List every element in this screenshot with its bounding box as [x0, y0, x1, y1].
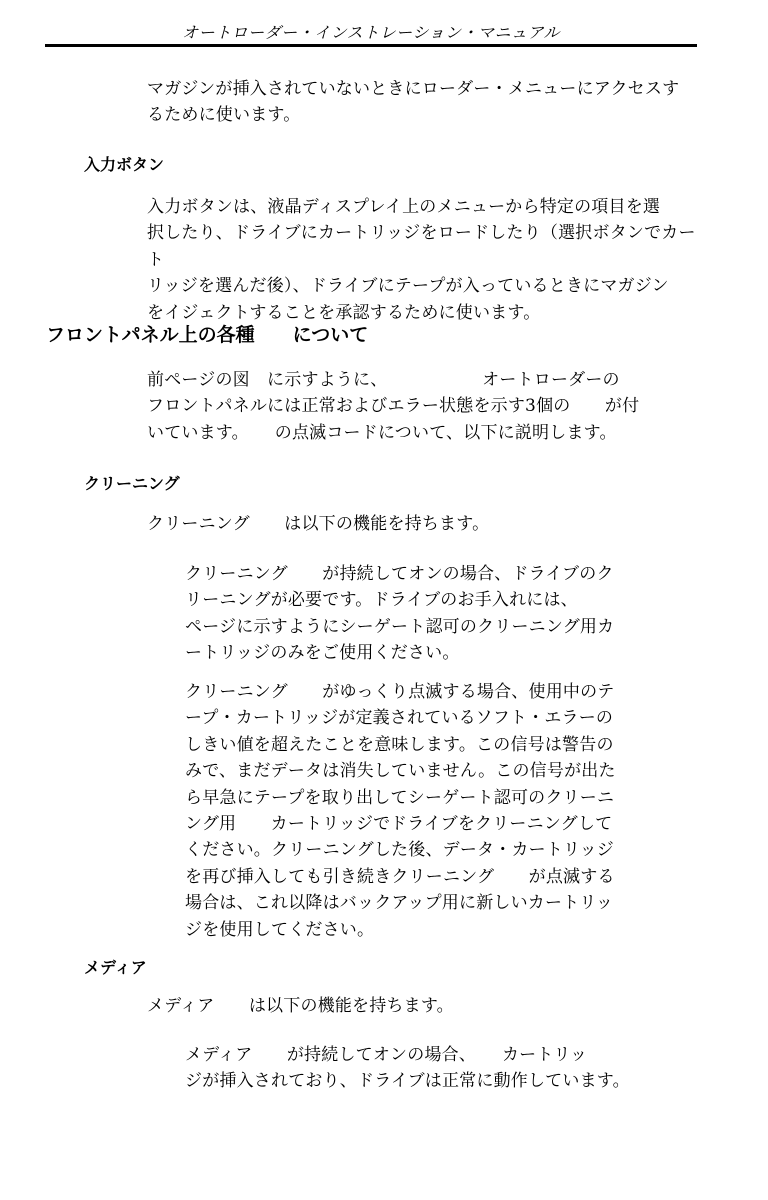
intro-paragraph: マガジンが挿入されていないときにローダー・メニューにアクセスす るために使います。 [147, 79, 680, 126]
enter-button-heading: 入力ボタン [84, 155, 165, 174]
media-item-steady: メディア が持続してオンの場合、 カートリッ ジが挿入されており、ドライブは正常に動作しています。 [185, 1045, 630, 1092]
cleaning-item-blinking: クリーニング がゆっくり点滅する場合、使用中のテ ープ・カートリッジが定義されているソフト・エラーの しきい値を超えたことを意味します。この信号は警告の みで、まだデータは消失していません。この信号が出た ら早急にテープを取り出してシーゲート認可のクリーニ ング用 カートリッジでドライブをクリーニングして ください。クリーニングした後、データ・カートリッジ を再び挿入しても引き続きクリーニング が点滅する 場合は、これ以降はバックアップ用に新しいカートリッ ジを使用してください。 [185, 682, 616, 940]
cleaning-item-steady: クリーニング が持続してオンの場合、ドライブのク リーニングが必要です。ドライブのお手入れには、 ページに示すようにシーゲート認可のクリーニング用カ ートリッジのみをご使用ください。 [185, 564, 615, 664]
front-panel-heading: フロントパネル上の各種 について [46, 324, 369, 346]
media-intro: メディア は以下の機能を持ちます。 [147, 996, 454, 1016]
enter-button-paragraph: 入力ボタンは、液晶ディスプレイ上のメニューから特定の項目を選 択したり、ドライブにカートリッジをロードしたり（選択ボタンでカート リッジを選んだ後）、ドライブにテープが入っているときにマガジン をイジェクトすることを承認するために使います。 [147, 197, 696, 323]
front-panel-paragraph: 前ページの図 に示すように、 オートローダーの フロントパネルには正常およびエラー状態を示す3個の が付 いています。 の点滅コードについて、以下に説明します。 [147, 370, 640, 443]
cleaning-heading: クリーニング [84, 474, 180, 493]
cleaning-intro: クリーニング は以下の機能を持ちます。 [147, 514, 490, 534]
header-rule [45, 44, 697, 47]
media-heading: メディア [84, 958, 147, 977]
running-header-title: オートローダー・インストレーション・マニュアル [182, 23, 560, 42]
